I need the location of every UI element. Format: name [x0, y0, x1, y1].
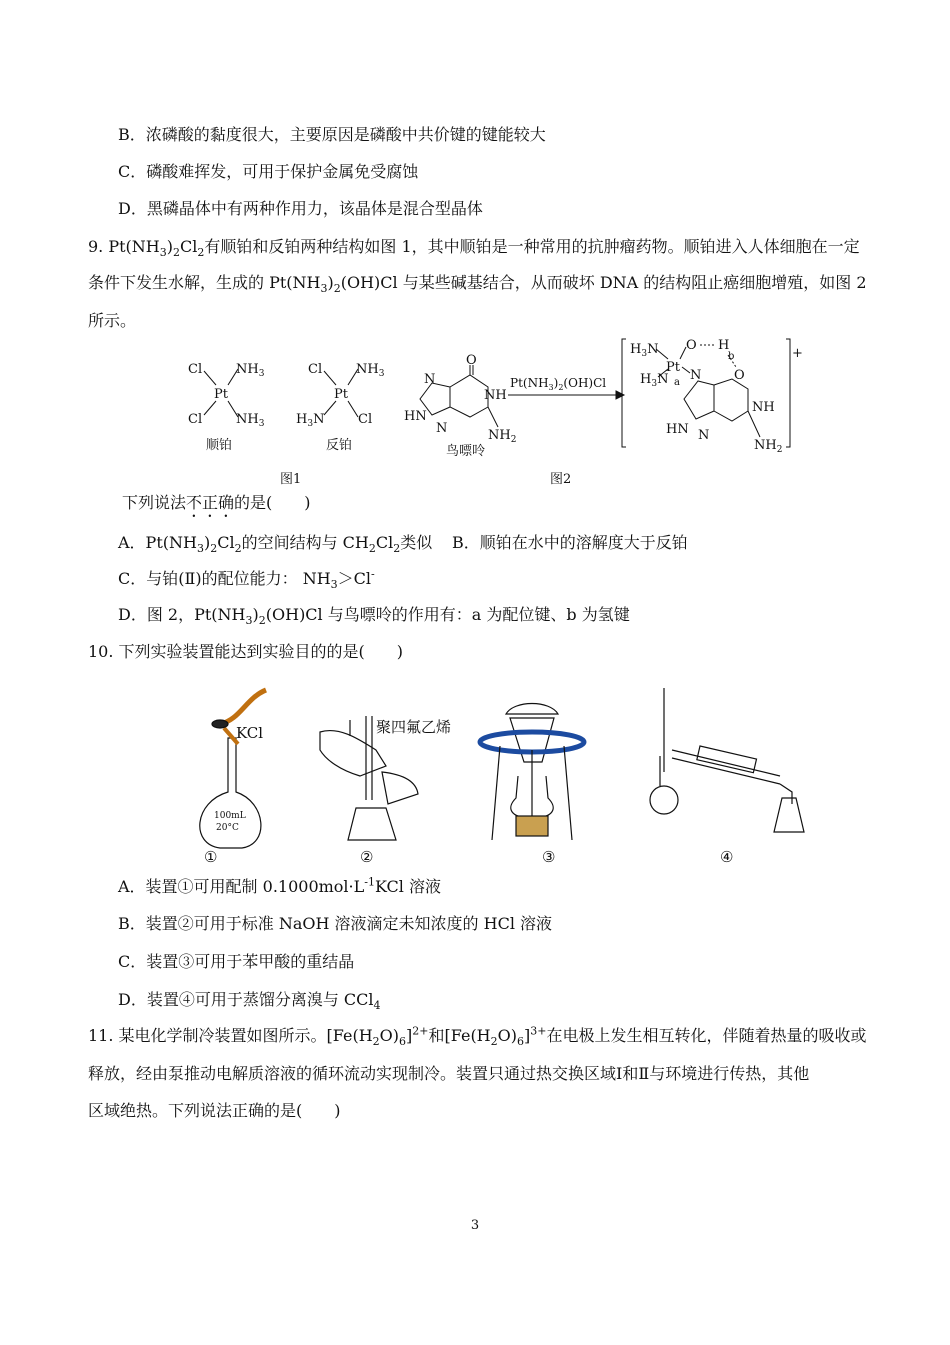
- cisplatin-structure: [188, 362, 265, 453]
- q9-stem-line3: 所示。: [88, 311, 137, 330]
- guanine-n3: N: [436, 421, 448, 436]
- q9-option-c: C．与铂(Ⅱ)的配位能力： $NH_3>Cl^-$: [118, 567, 375, 592]
- q9-question: 下列说法不正确的是( ): [122, 493, 311, 512]
- trans-h3n: $H_3N$: [296, 412, 325, 429]
- trans-cl-top: Cl: [308, 362, 323, 377]
- product-h3n-bottom: $H_3N$: [640, 372, 669, 389]
- cis-nh3-top: $NH_3$: [236, 362, 265, 379]
- cis-cl-bottom: Cl: [188, 412, 203, 427]
- cis-cl-top: Cl: [188, 362, 203, 377]
- trans-nh3-top: $NH_3$: [356, 362, 385, 379]
- q8-option-c: C．磷酸难挥发，可用于保护金属免受腐蚀: [118, 162, 419, 181]
- apparatus-num-3: ③: [542, 848, 556, 866]
- kcl-label: KCl: [236, 724, 264, 742]
- q9-stem-line1: 9. $Pt(NH_3)_2Cl_2$有顺铂和反铂两种结构如图 1，其中顺铂是一种常用的抗肿瘤药物。顺铂进入人体细胞在一定: [88, 237, 860, 260]
- product-pt: Pt: [666, 360, 680, 375]
- cisplatin-label: 顺铂: [206, 438, 233, 453]
- page-number: 3: [470, 1218, 480, 1233]
- cis-pt: Pt: [214, 387, 228, 402]
- q8-option-b: B．浓磷酸的黏度很大，主要原因是磷酸中共价键的键能较大: [118, 125, 546, 144]
- reaction-reagent: $Pt(NH_3)_2(OH)Cl$: [510, 376, 607, 392]
- q11-stem-line2: 释放，经由泵推动电解质溶液的循环流动实现制冷。装置只通过热交换区域Ⅰ和Ⅱ与环境进行传热，其他: [88, 1064, 810, 1083]
- product-o2: O: [734, 368, 745, 383]
- q11-stem-line1: 11. 某电化学制冷装置如图所示。$[Fe(H_2O)_6]^{2+}$和$[Fe(H_2O)_6]^{3+}$在电极上发生相互转化，伴随着热量的吸收或: [88, 1024, 867, 1049]
- q9-option-a: A．$Pt(NH_3)_2Cl_2$的空间结构与 $CH_2Cl_2$类似: [118, 533, 433, 556]
- guanine-label: 鸟嘌呤: [446, 444, 486, 459]
- product-n7: N: [690, 368, 702, 383]
- transplatin-structure: [296, 362, 385, 453]
- q9-option-b: B．顺铂在水中的溶解度大于反铂: [452, 533, 688, 552]
- ptfe-label: 聚四氟乙烯: [376, 718, 452, 736]
- guanine-n7: N: [424, 372, 436, 387]
- q10-apparatus: [180, 680, 820, 870]
- q8-option-d: D．黑磷晶体中有两种作用力，该晶体是混合型晶体: [118, 199, 483, 218]
- figure1-caption: 图1: [280, 472, 302, 487]
- q10-stem: 10. 下列实验装置能达到实验目的的是( ): [88, 642, 404, 661]
- emphasis-not-correct: 不正确: [186, 493, 235, 512]
- q10-option-d: D．装置④可用于蒸馏分离溴与 CCl$_4$: [118, 990, 381, 1013]
- product-o: O: [686, 338, 697, 353]
- q9-option-d: D．图 2，$Pt(NH_3)_2(OH)Cl$ 与鸟嘌呤的作用有：a 为配位键、b 为氢键: [118, 605, 630, 628]
- guanine-nh: NH: [484, 388, 507, 403]
- product-nh: NH: [752, 400, 775, 415]
- product-hn: HN: [666, 422, 689, 437]
- q9-figures: [170, 335, 810, 495]
- apparatus-num-1: ①: [204, 848, 218, 866]
- apparatus-num-2: ②: [360, 848, 374, 866]
- q11-stem-line3: 区域绝热。下列说法正确的是( ): [88, 1101, 341, 1120]
- product-h3n-top: $H_3N$: [630, 342, 659, 359]
- guanine-structure: [404, 353, 516, 459]
- q10-option-a: A．装置①可用配制 $0.1000mol\cdot L^{-1}KCl$ 溶液: [118, 875, 441, 896]
- guanine-nh2: $NH_2$: [488, 428, 517, 445]
- trans-pt: Pt: [334, 387, 348, 402]
- figure2-caption: 图2: [550, 472, 572, 487]
- product-h: H: [718, 338, 730, 353]
- distillation-setup: [650, 688, 804, 832]
- q10-option-c: C．装置③可用于苯甲酸的重结晶: [118, 952, 355, 971]
- label-b: b: [728, 351, 735, 362]
- flask-temp-label: 20°C: [216, 823, 239, 833]
- q9-stem-line2: 条件下发生水解，生成的 $Pt(NH_3)_2(OH)Cl$ 与某些碱基结合，从而破坏 DNA 的结构阻止癌细胞增殖，如图 2: [88, 273, 867, 296]
- cis-nh3-bottom: $NH_3$: [236, 412, 265, 429]
- product-charge: +: [792, 346, 803, 361]
- hot-filtration-setup: [480, 704, 584, 841]
- label-a: a: [674, 377, 680, 388]
- apparatus-num-4: ④: [720, 848, 734, 866]
- trans-cl-bottom: Cl: [358, 412, 373, 427]
- guanine-o: O: [466, 353, 477, 368]
- product-nh2: $NH_2$: [754, 438, 783, 455]
- flask-volume-label: 100mL: [214, 811, 246, 821]
- transplatin-label: 反铂: [326, 438, 353, 453]
- product-n3: N: [698, 428, 710, 443]
- guanine-hn: HN: [404, 409, 427, 424]
- q10-option-b: B．装置②可用于标准 NaOH 溶液滴定未知浓度的 HCl 溶液: [118, 914, 553, 933]
